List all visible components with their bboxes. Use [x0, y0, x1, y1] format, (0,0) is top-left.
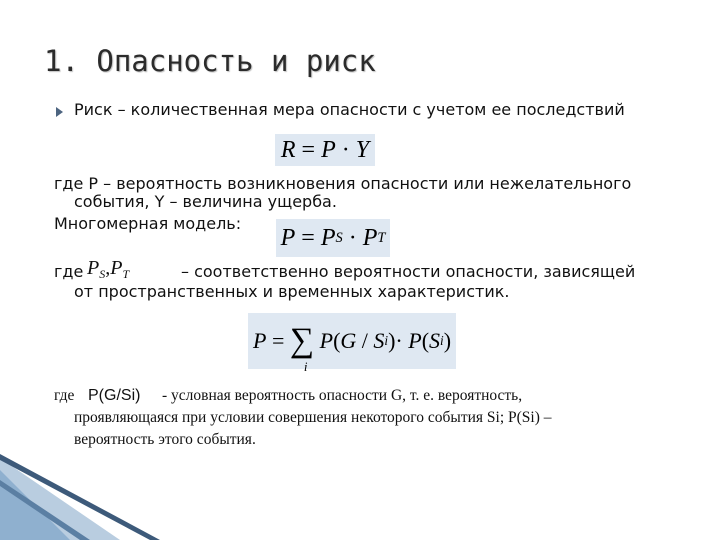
where-ps-pt-line1: – соответственно вероятности опасности, зависящей: [181, 262, 636, 281]
where-p-y-line1: где P – вероятность возникновения опасности или нежелательного: [54, 174, 632, 193]
where-ps-pt-line2: от пространственных и временных характеристик.: [74, 282, 510, 301]
formula-total-probability: P = ∑ i P ( G / S i )· P ( S i ): [248, 313, 456, 369]
where-conditional-line1: - условная вероятность опасности G, т. е. вероятность,: [162, 387, 523, 404]
where-p-y-line2: события, Y – величина ущерба.: [74, 192, 337, 211]
inline-formula-conditional: P(G/Si): [88, 387, 141, 404]
where-conditional-line2: проявляющаяся при условии совершения некоторого события Si; P(Si) –: [74, 409, 552, 426]
formula-multidimensional: P = P S · P T: [276, 219, 390, 257]
bullet-text-risk: Риск – количественная мера опасности с учетом ее последствий: [74, 100, 625, 119]
where-conditional-prefix: где: [54, 387, 75, 404]
inline-formula-ps-pt: $P_S,P_T$: [87, 257, 130, 282]
multidimensional-model-label: Многомерная модель:: [54, 214, 242, 233]
page-title: 1. Опасность и риск: [44, 44, 376, 78]
bottom-wave-decoration: [0, 440, 720, 540]
where-ps-pt-prefix: где: [54, 262, 84, 281]
formula-risk: R = P · Y: [275, 134, 375, 166]
triangle-right-icon: [56, 107, 63, 117]
where-conditional-line3: вероятность этого события.: [74, 431, 256, 448]
